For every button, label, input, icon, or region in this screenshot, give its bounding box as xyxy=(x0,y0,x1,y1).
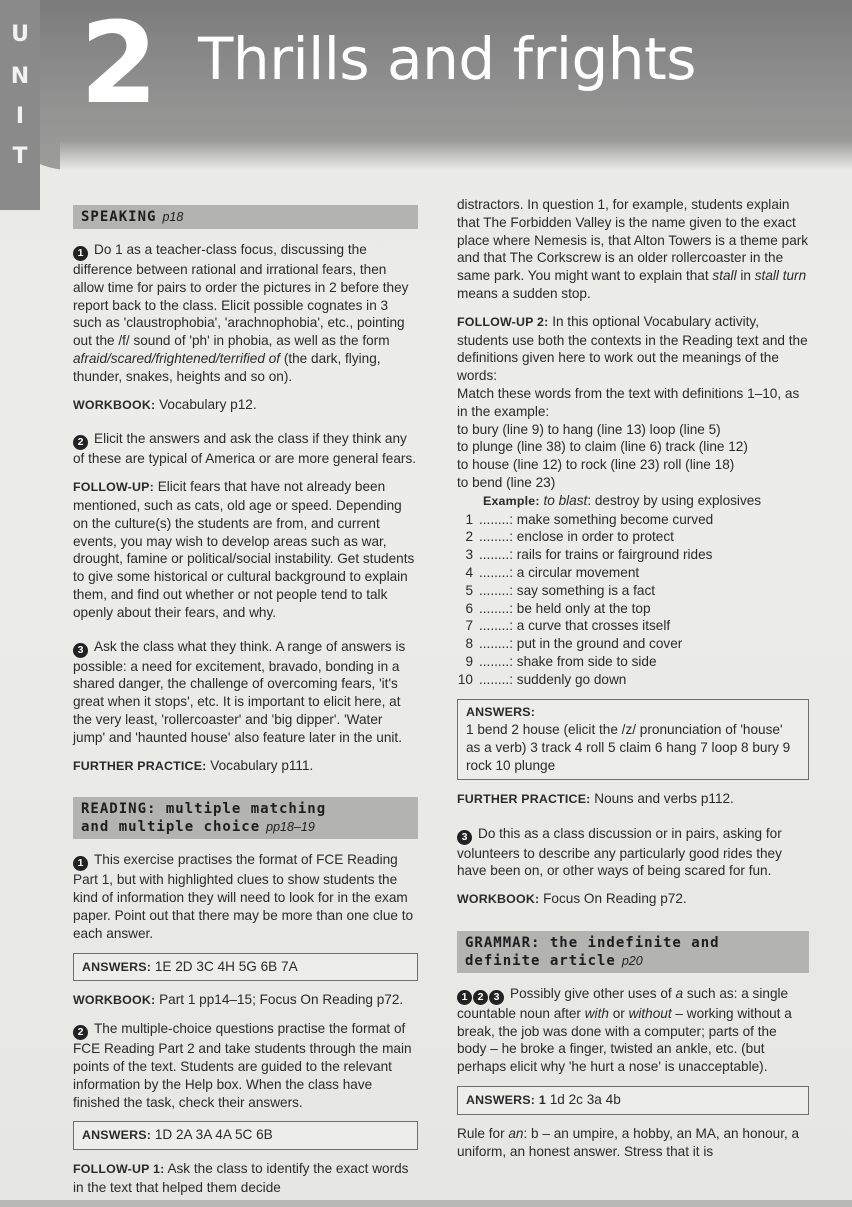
reading-heading: READING: multiple matching and multiple choice pp18–19 xyxy=(73,797,418,839)
further-practice-note: FURTHER PRACTICE: Vocabulary p111. xyxy=(73,757,314,773)
follow-up-1-note: FOLLOW-UP 1: Ask the class to identify the exact words in the text that helped them decide xyxy=(73,1161,409,1195)
right-column xyxy=(457,196,809,1170)
match-words-line: to bend (line 23) xyxy=(457,474,556,490)
definition-item: 7 ........: a curve that crosses itself xyxy=(465,618,671,634)
speaking-item-3: 3 Ask the class what they think. A range of answers is possible: a need for excitement, bravado, bonding in a shared danger, the challenge of overcoming fears, 'it's great when it stops', etc. It is important to elicit here, at the very least, 'rollercoaster' and 'big dipper'. 'Water jump' and 'haunted house' also feature later in the unit. xyxy=(73,638,406,745)
step-number-icon: 2 xyxy=(473,990,488,1005)
step-number-icon: 1 xyxy=(73,246,88,261)
definition-item: 4 ........: a circular movement xyxy=(465,564,640,580)
definition-item: 2 ........: enclose in order to protect xyxy=(465,529,674,545)
follow-up-2-note: FOLLOW-UP 2: In this optional Vocabulary activity, students use both the contexts in the Reading text and the definitions given here to work out the meanings of the words: xyxy=(457,313,808,384)
workbook-note: WORKBOOK: Focus On Reading p72. xyxy=(457,891,687,907)
step-number-icon: 3 xyxy=(489,990,504,1005)
definition-item: 3 ........: rails for trains or fairground rides xyxy=(465,547,713,563)
definition-item: 1 ........: make something become curved xyxy=(465,511,714,527)
match-words-line: to plunge (line 38) to claim (line 6) track (line 12) xyxy=(457,439,748,455)
unit-letter-t: T xyxy=(12,144,28,169)
reading-item-2: 2 The multiple-choice questions practise the format of FCE Reading Part 2 and take students through the main points of the text. Students are guided to the relevant information by the Help box. When the class have finished the task, check their answers. xyxy=(73,1021,412,1110)
speaking-item-1: 1 Do 1 as a teacher-class focus, discussing the difference between rational and irrational fears, then allow time for pairs to order the pictures in 2 before they report back to the class. Elicit possible cognates in 3 such as 'claustrophobia', 'arachnophobia', etc., pointing out the /f/ sound of 'ph' in phobia, as well as the form afraid/scared/frightened/terrified of (the dark, flying, thunder, snakes, heights and so on). xyxy=(73,242,409,384)
definition-item: 10 ........: suddenly go down xyxy=(457,671,627,687)
match-words-line: to house (line 12) to rock (line 23) roll (line 18) xyxy=(457,457,735,473)
unit-letter-u: U xyxy=(11,22,29,47)
grammar-items-1-2-3: 1 2 3 Possibly give other uses of a such as: a single countable noun after with or without – working without a break, the job was done with a computer; parts of the body – he broke a finger, twisted an ankle, etc. (but perhaps elicit why 'he hurt a nose' is unacceptable). xyxy=(457,985,792,1075)
speaking-item-2: 2 Elicit the answers and ask the class if they think any of these are typical of America or are more general fears. xyxy=(73,431,417,467)
rule-paragraph: Rule for an: b – an umpire, a hobby, an MA, an honour, a uniform, an honest answer. Stress that it is xyxy=(457,1125,800,1159)
example-line: Example: to blast: destroy by using explosives xyxy=(483,492,762,508)
unit-letter-n: N xyxy=(10,64,30,89)
further-practice-note: FURTHER PRACTICE: Nouns and verbs p112. xyxy=(457,790,734,806)
unit-number: 2 xyxy=(80,0,158,129)
definition-item: 5 ........: say something is a fact xyxy=(465,582,656,598)
definition-item: 6 ........: be held only at the top xyxy=(465,600,651,616)
match-instructions: Match these words from the text with definitions 1–10, as in the example: xyxy=(457,385,800,419)
left-column xyxy=(73,205,418,1207)
reading-item-3: 3 Do this as a class discussion or in pairs, asking for volunteers to describe any particularly good rides they have been on, or other ways of being scared for fun. xyxy=(457,825,782,879)
step-number-icon: 1 xyxy=(73,856,88,871)
answers-box: ANSWERS: 1 bend 2 house (elicit the /z/ pronunciation of 'house' as a verb) 3 track 4 roll 5 claim 6 hang 7 loop 8 bury 9 rock 10 plunge xyxy=(457,699,809,780)
workbook-note: WORKBOOK: Part 1 pp14–15; Focus On Reading p72. xyxy=(73,992,404,1008)
follow-up-note: FOLLOW-UP: Elicit fears that have not already been mentioned, such as cats, old age or speed. Depending on the culture(s) the students are from, and current events, you may wish to develop areas such as war, drought, famine or political/social instability. Get students to give some historical or cultural background to explain them, and find out whether or not people tend to talk openly about their fears, and why. xyxy=(73,479,415,620)
step-number-icon: 3 xyxy=(73,643,88,658)
continued-paragraph: distractors. In question 1, for example, students explain that The Forbidden Valley is the name given to the exact place where Nemesis is, that Alton Towers is a theme park and that The Corkscrew is an older rollercoaster in the same park. You might want to explain that stall in stall turn means a sudden stop. xyxy=(457,197,809,301)
answers-box: ANSWERS: 1D 2A 3A 4A 5C 6B xyxy=(73,1121,418,1150)
step-number-icon: 2 xyxy=(73,435,88,450)
step-number-icon: 1 xyxy=(457,990,472,1005)
unit-title: Thrills and frights xyxy=(198,25,696,93)
speaking-heading: SPEAKING p18 xyxy=(73,205,418,229)
answers-box: ANSWERS: 1E 2D 3C 4H 5G 6B 7A xyxy=(73,953,418,982)
step-number-icon: 2 xyxy=(73,1025,88,1040)
answers-box: ANSWERS: 1 1d 2c 3a 4b xyxy=(457,1086,809,1115)
step-number-icon: 3 xyxy=(457,830,472,845)
grammar-heading: GRAMMAR: the indefinite and definite article p20 xyxy=(457,931,809,973)
definition-item: 8 ........: put in the ground and cover xyxy=(465,636,683,652)
match-word-list xyxy=(457,421,809,492)
workbook-note: WORKBOOK: Vocabulary p12. xyxy=(73,396,257,412)
unit-side-strip xyxy=(0,0,40,210)
match-words-line: to bury (line 9) to hang (line 13) loop (line 5) xyxy=(457,421,721,437)
definition-item: 9 ........: shake from side to side xyxy=(465,653,657,669)
unit-letter-i: I xyxy=(15,104,25,129)
definition-list xyxy=(457,511,809,689)
reading-item-1: 1 This exercise practises the format of FCE Reading Part 1, but with highlighted clues to show students the kind of information they will need to look for in the exam paper. Point out that there may be more than one clue to each answer. xyxy=(73,852,414,941)
